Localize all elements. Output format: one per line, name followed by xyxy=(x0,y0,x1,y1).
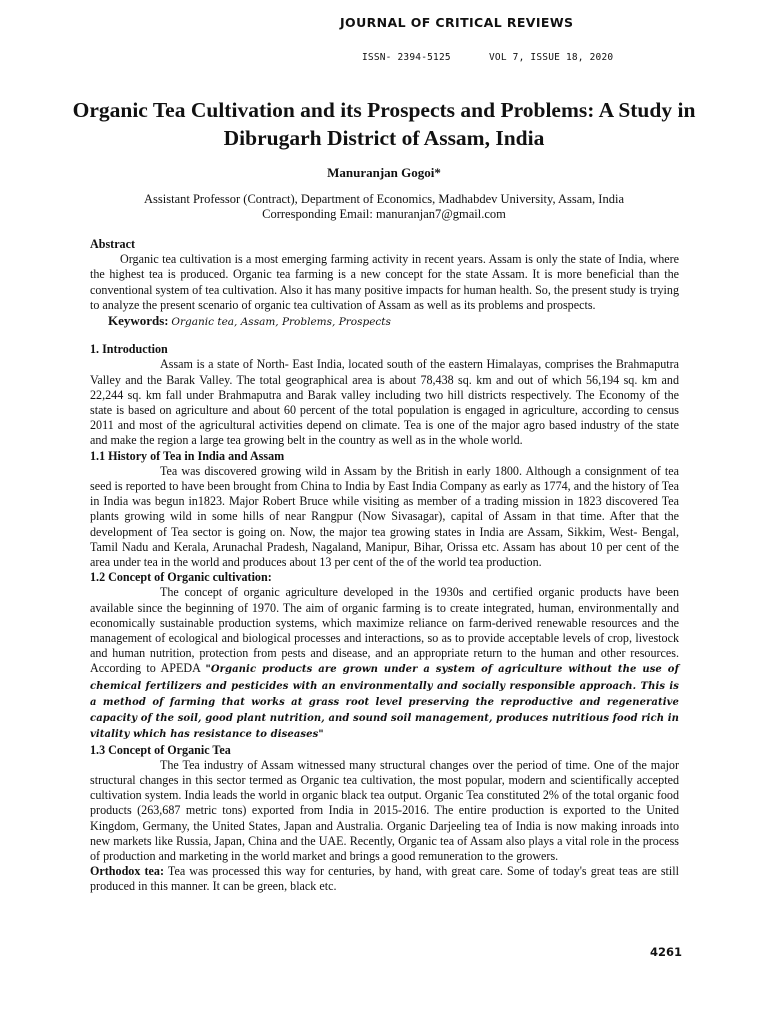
introduction-text: Assam is a state of North- East India, located south of the eastern Himalayas, comprises the Brahmaputra Valley and the Barak Valley. The total geographical area is about 78,438 sq. km and out of which 56,194 sq. km and 22,244 sq. km fall under Brahmaputra and Barak valley including two hill districts respectively. The Economy of the state is based on agriculture and about 60 percent of the total population is engaged in agriculture, according to census 2011 and most of the agricultural activities depend on climate. Tea is one of the major agro based industry of the state and make the region a large tea growing belt in the country as well as in the whole world. xyxy=(90,357,679,448)
keywords-text: Organic tea, Assam, Problems, Prospects xyxy=(171,316,391,329)
paper-author: Manuranjan Gogoi* xyxy=(327,165,441,180)
history-text: Tea was discovered growing wild in Assam by the British in early 1800. Although a consignment of tea seed is reported to have been brought from China to India by East India Company as early as 1774, and the history of Tea in India was begun in1823. Major Robert Bruce while visiting as member of a trading mission in 1823 discovered Tea plants growing wild in some hills of near Rangpur (Now Sivasagar), capital of Assam in that time. After that the development of Tea sector is going on. Now, the major tea growing states in India are Assam, Sikkim, West- Bengal, Tamil Nadu and Kerala, Arunachal Pradesh, Nagaland, Manipur, Bihar, Orissa etc. Assam has about 10 per cent of the area under tea in the world and produces about 13 per cent of the of the world tea production. xyxy=(90,463,679,570)
page-number: 4261 xyxy=(650,945,683,959)
history-heading: 1.1 History of Tea in India and Assam xyxy=(90,448,285,463)
keywords-line: Keywords: Organic tea, Assam, Problems, Prospects xyxy=(90,313,679,330)
paper-title: Organic Tea Cultivation and its Prospects and Problems: A Study in Dibrugarh District of Assam, India xyxy=(72,98,696,150)
organic-cultivation-paragraph xyxy=(90,585,679,742)
paper-body xyxy=(90,237,679,895)
author-affiliation: Assistant Professor (Contract), Department of Economics, Madhabdev University, Assam, India xyxy=(144,192,624,206)
author-affiliation-block xyxy=(0,192,768,222)
journal-name: JOURNAL OF CRITICAL REVIEWS xyxy=(340,15,574,30)
apeda-quote: "Organic products are grown under a system of agriculture without the use of chemical fertilizers and pesticides with an environmentally and socially responsible approach. This is a method of farming that works at grass root level preserving the reproductive and regenerative capacity of the soil, good plant nutrition, and sound soil management, produces nutritious food rich in vitality which has resistance to diseases" xyxy=(90,664,679,741)
issn-number: ISSN- 2394-5125 xyxy=(362,52,451,63)
orthodox-tea-label: Orthodox tea: xyxy=(90,864,164,879)
organic-cultivation-heading: 1.2 Concept of Organic cultivation: xyxy=(90,570,272,585)
abstract-heading: Abstract xyxy=(90,237,136,251)
orthodox-tea-paragraph xyxy=(90,864,679,894)
abstract-text: Organic tea cultivation is a most emerging farming activity in recent years. Assam is only the state of India, where the highest tea is produced. Organic tea farming is a new concept for the state Assam. It is more beneficial than the conventional system of tea cultivation. Also it has many positive impacts for human health. So, the present study is trying to analyze the present scenario of organic tea cultivation of Assam as well as its problems and prospects. xyxy=(90,252,679,312)
author-email: Corresponding Email: manuranjan7@gmail.com xyxy=(262,207,506,221)
organic-tea-text: The Tea industry of Assam witnessed many structural changes over the period of time. One of the major structural changes in this sector termed as Organic tea cultivation, the most popular, modern and scientifically accepted cultivation system. India leads the world in organic black tea output. Organic Tea constituted 2% of the total organic food products (263,687 metric tons) exported from India in 2015-2016. The entire production is exported to the United Kingdom, Germany, the United States, Japan and Australia. Organic Darjeeling tea of India is now making inroads into new markets like Russia, Japan, China and the UAE. Recently, Organic tea of Assam also plays a vital role in the process of production and marketing in the world market and brings a good remuneration to the growers. xyxy=(90,757,679,863)
organic-cultivation-text: The concept of organic agriculture developed in the 1930s and certified organic products have been available since the beginning of 1970. The aim of organic farming is to create integrated, human, environmentally and economically sustainable production systems, which maximize reliance on farm-derived renewable resources and the management of ecological and biological processes and interactions, so as to provide acceptable levels of crop, livestock and human nutrition, protection from pests and disease, and an appropriate return to the human and other resources. According to APEDA xyxy=(90,585,679,676)
organic-tea-heading: 1.3 Concept of Organic Tea xyxy=(90,742,231,757)
orthodox-tea-text: Tea was processed this way for centuries, by hand, with great care. Some of today's great teas are still produced in this manner. It can be green, black etc. xyxy=(90,864,680,894)
keywords-label: Keywords xyxy=(108,313,165,329)
volume-issue: VOL 7, ISSUE 18, 2020 xyxy=(489,52,614,63)
introduction-heading: 1. Introduction xyxy=(90,342,168,357)
